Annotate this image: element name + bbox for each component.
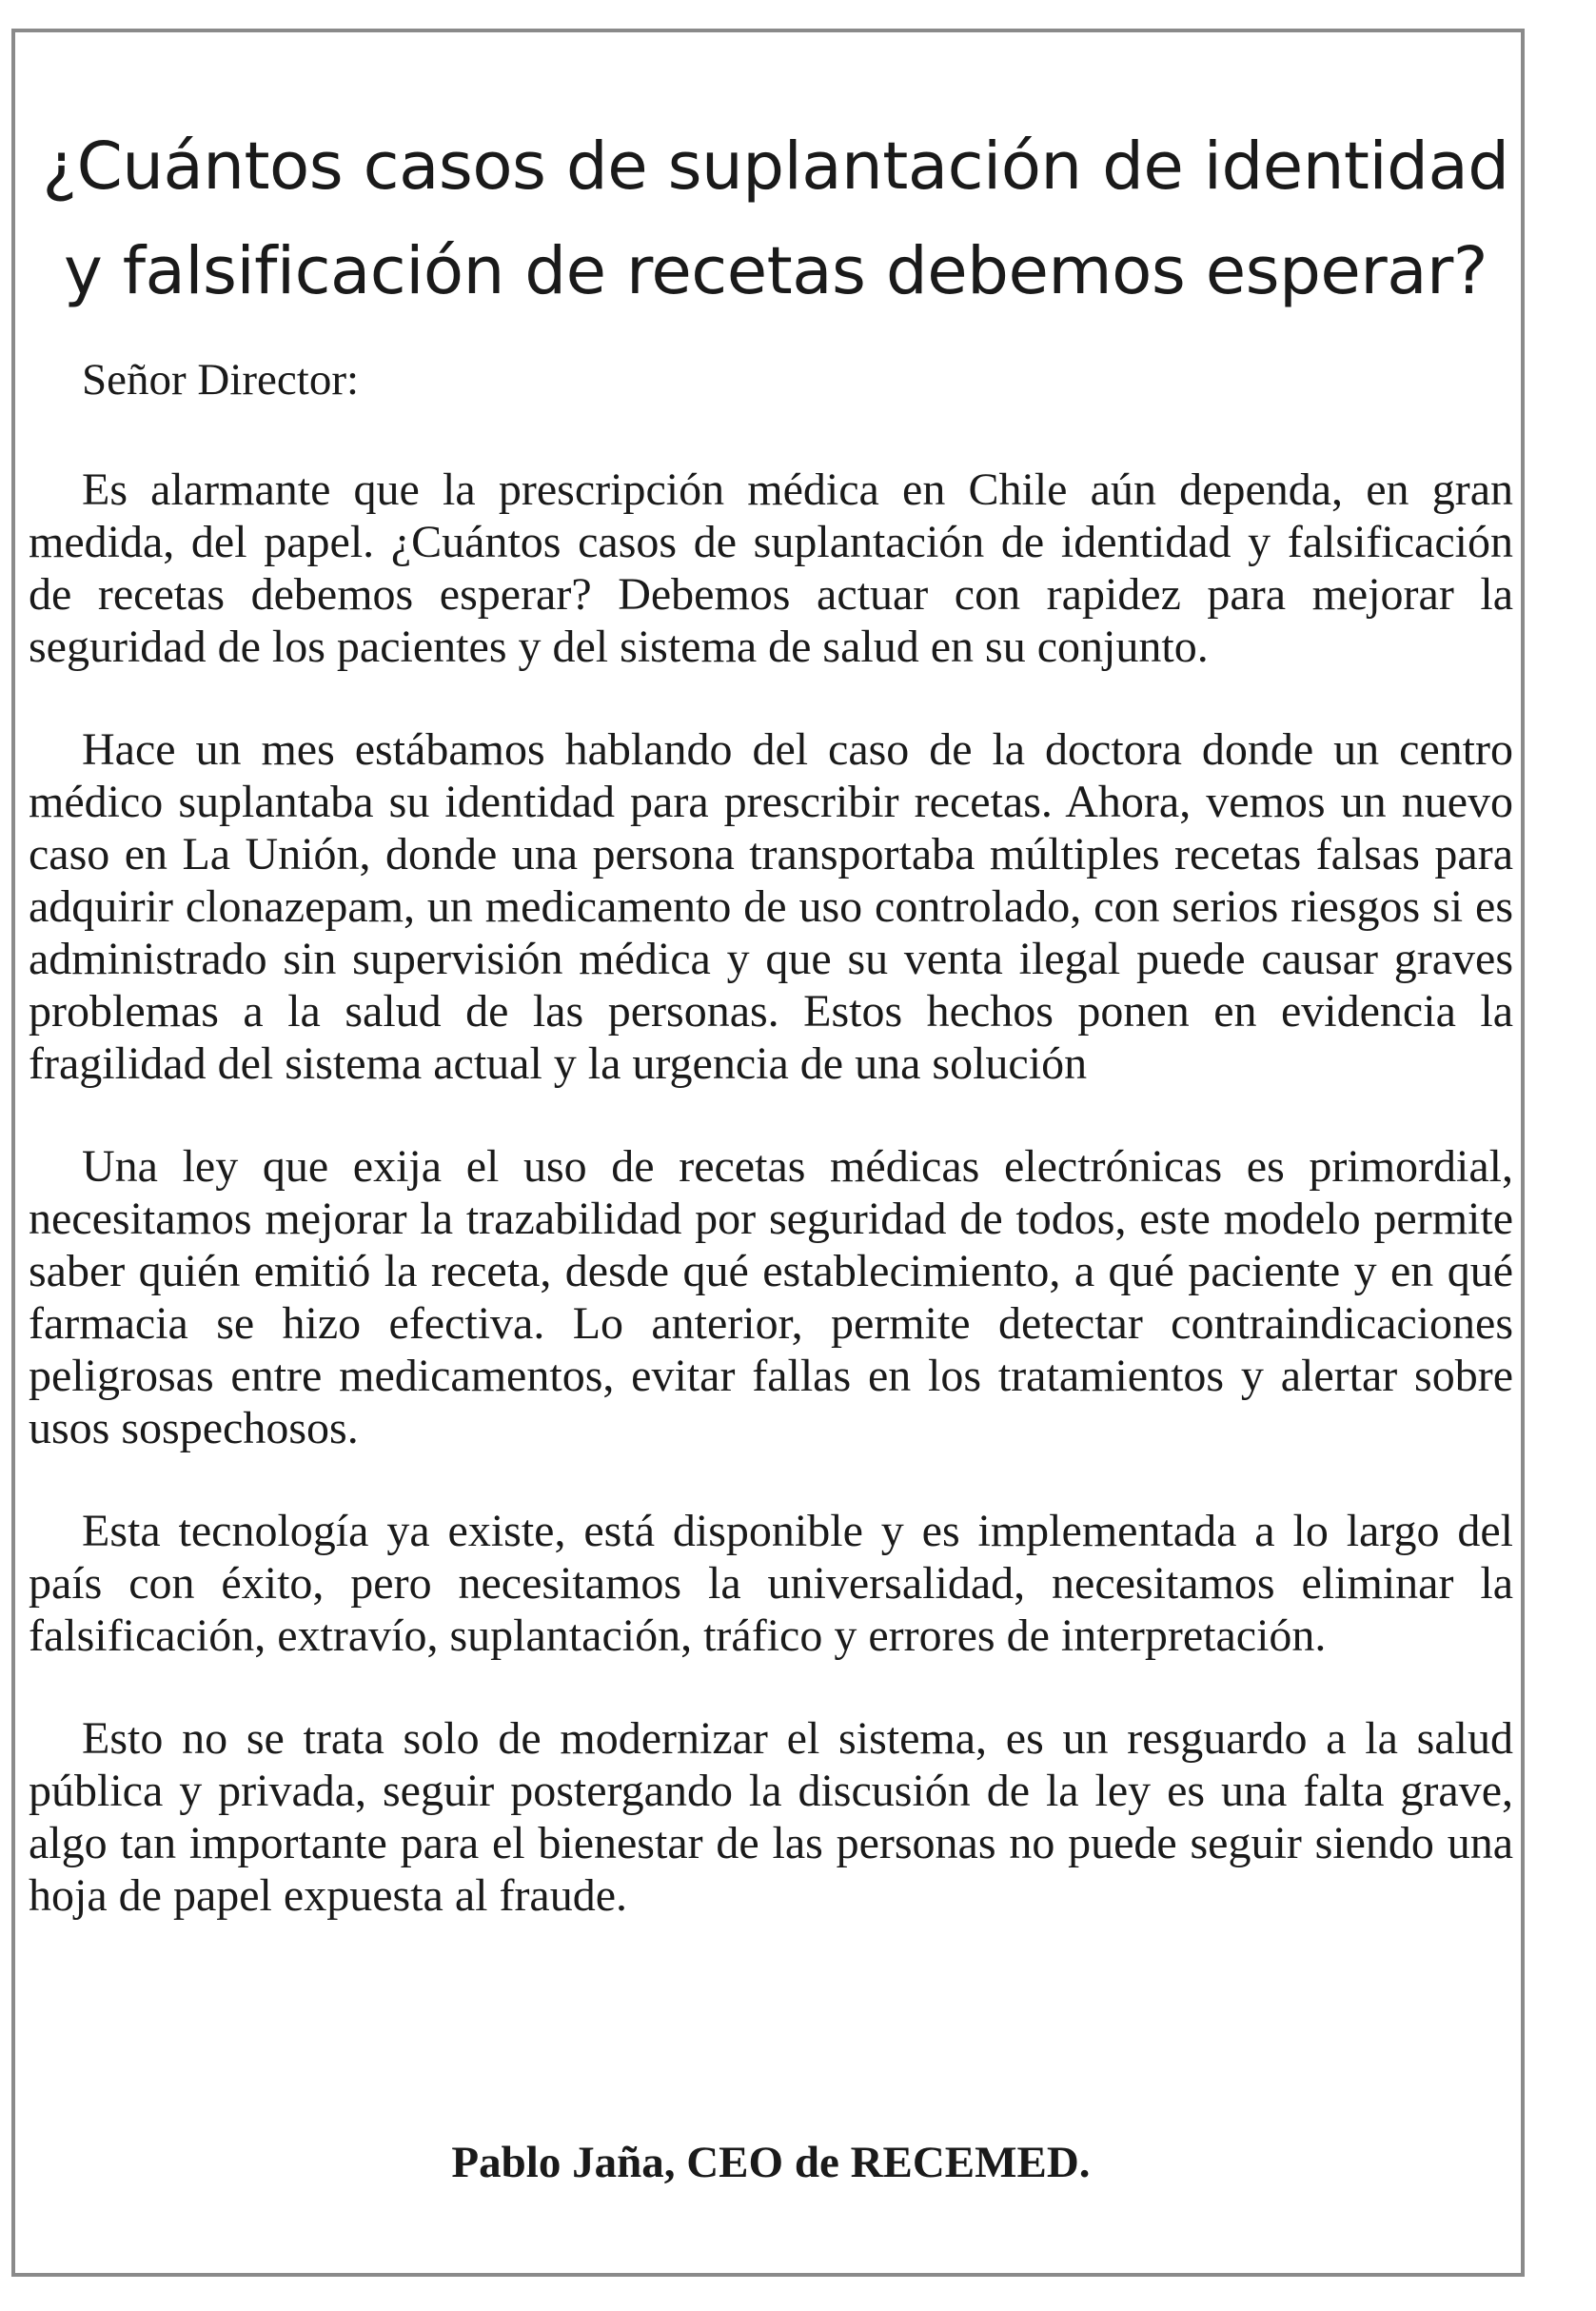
- headline-line-2: y falsificación de recetas debemos esperar?: [64, 233, 1488, 309]
- letter-body: [29, 354, 1513, 1972]
- paragraph-3: Una ley que exija el uso de recetas médicas electrónicas es primordial, necesitamos mejorar la trazabilidad por seguridad de todos, este modelo permite saber quién emitió la receta, desde qué establecimiento, a qué paciente y en qué farmacia se hizo efectiva. Lo anterior, permite detectar contraindicaciones peligrosas entre medicamentos, evitar fallas en los tratamientos y alertar sobre usos sospechosos.: [29, 1141, 1513, 1453]
- headline-line-1: ¿Cuántos casos de suplantación de identidad: [42, 128, 1509, 205]
- salutation: Señor Director:: [82, 355, 360, 405]
- paragraph-1: Es alarmante que la prescripción médica en Chile aún dependa, en gran medida, del papel. ¿Cuántos casos de suplantación de identidad y falsificación de recetas debemos esperar? Debemos actuar con rapidez para mejorar la seguridad de los pacientes y del sistema de salud en su conjunto.: [29, 464, 1513, 672]
- paragraph-5: Esto no se trata solo de modernizar el sistema, es un resguardo a la salud pública y privada, seguir postergando la discusión de la ley es una falta grave, algo tan importante para el bienestar de las personas no puede seguir siendo una hoja de papel expuesta al fraude.: [29, 1713, 1513, 1921]
- signature: Pablo Jaña, CEO de RECEMED.: [451, 2138, 1091, 2187]
- headline: [29, 114, 1523, 324]
- paragraph-2: Hace un mes estábamos hablando del caso de la doctora donde un centro médico suplantaba su identidad para prescribir recetas. Ahora, vemos un nuevo caso en La Unión, donde una persona transportaba múltiples recetas falsas para adquirir clonazepam, un medicamento de uso controlado, con serios riesgos si es administrado sin supervisión médica y que su venta ilegal puede causar graves problemas a la salud de las personas. Estos hechos ponen en evidencia la fragilidad del sistema actual y la urgencia de una solución: [29, 724, 1513, 1089]
- paragraph-4: Esta tecnología ya existe, está disponible y es implementada a lo largo del país con éxito, pero necesitamos la universalidad, necesitamos eliminar la falsificación, extravío, suplantación, tráfico y errores de interpretación.: [29, 1506, 1513, 1661]
